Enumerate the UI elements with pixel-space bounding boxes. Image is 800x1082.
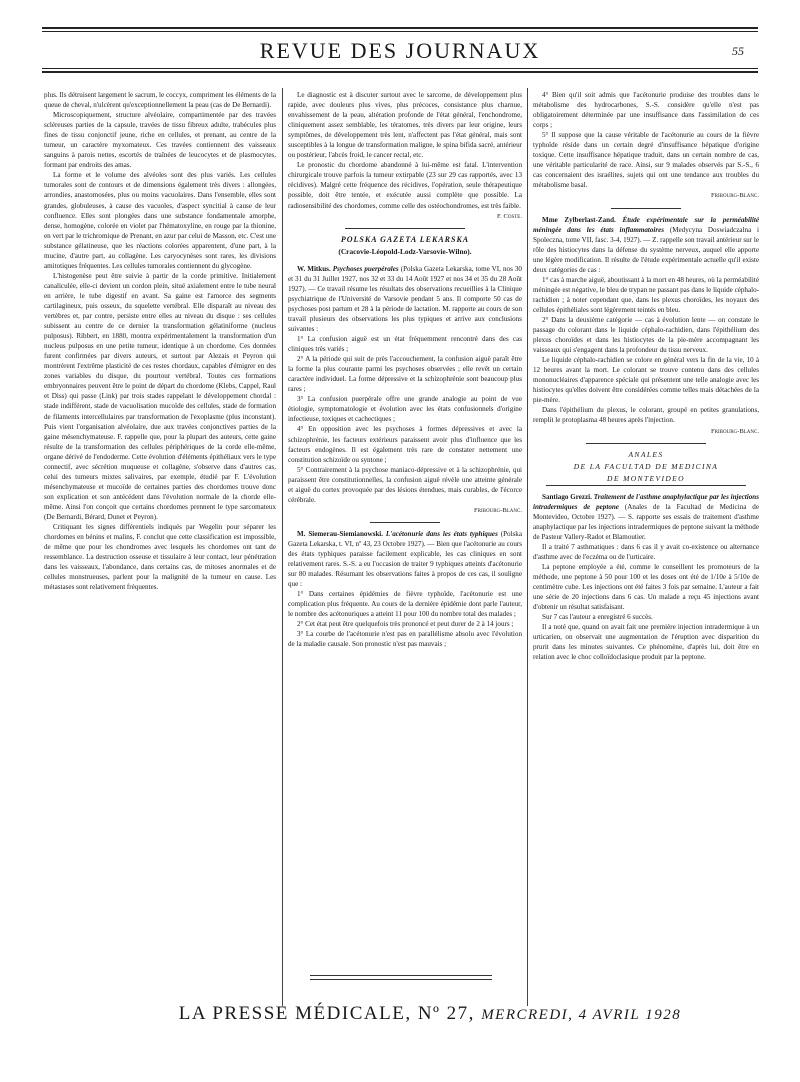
paragraph: 3° La confusion puerpérale offre une grande analogie au point de vue étiologie, symptomatologie et évolution avec les états confusionnels d'origine infectieuse, toxiques et cachectiques ; xyxy=(288,395,522,424)
paragraph: Le liquide céphalo-rachidien se colore en général vers la fin de la vie, 10 à 12 heures avant la mort. Le colorant se trouve contenu dans des cellules mononucléaires d'apparence spéciale qui présentent une telle analogie avec les histiocytes qu'elles doivent être considérées comme telles mais détachées de la pie-mère. xyxy=(533,356,759,405)
right-continuation-paragraphs xyxy=(533,90,759,190)
page-number: 55 xyxy=(732,44,744,58)
article-separator xyxy=(370,522,440,523)
article-title: Étude expérimentale sur la perméabilité méningée dans les états inflammatoires xyxy=(533,215,759,234)
footer-journal: LA PRESSE MÉDICALE, Nº 27, xyxy=(178,1003,475,1024)
article-siemerau-body xyxy=(288,589,522,649)
article-mitkus-body xyxy=(288,334,522,505)
paragraph: 1° La confusion aiguë est un état fréquemment rencontré dans des cas cliniques très variés ; xyxy=(288,335,522,354)
journal-title-anales-line3: DE MONTEVIDEO xyxy=(607,473,685,483)
paragraph: 2° A la période qui suit de près l'accouchement, la confusion aiguë paraît être la forme la plus courante parmi les psychoses observées ; elle revêt un certain caractère individuel. La forme dépressive et la schizophrénie sont beaucoup plus rares ; xyxy=(288,355,522,394)
paragraph: Critiquant les signes différentiels indiqués par Wegelin pour séparer les chordomes en bénins et malins, F. conclut que cette classification est impossible, de même que pour les chondromes avec lesquels les chordomes ont tant de ressemblance. La destruction osseuse et tissulaire à leur contact, leur pénétration dans les vaisseaux, l'abondance, dans certains cas, de mitoses anormales et de cellules monstrueuses, parlent pour la malignité de la tumeur en cause. Les métastases sont relativement fréquentes. xyxy=(44,523,276,592)
article-grezzi-body xyxy=(533,542,759,663)
paragraph: 5° Contrairement à la psychose maniaco-dépressive et à la schizophrénie, qui paraissent être constitutionnelles, la confusion aiguë révèle une atteinte générale et aiguë du cortex provoquée par des lésions étendues, mais curables, de l'écorce cérébrale. xyxy=(288,465,522,504)
footer-rule-2 xyxy=(310,979,492,980)
header-rule-bottom xyxy=(42,71,758,73)
paragraph: La peptone employée a été, comme le conseillent les promoteurs de la méthode, une peptone à 50 pour 100 et les doses ont été de 1/10e à 5/10e de centimètre cube. Les injections ont été faites 3 fois par semaine. L'auteur a fait une série de 20 injections dans 6 cas. Un malade a reçu 45 injections avant d'obtenir un résultat satisfaisant. xyxy=(533,563,759,612)
article-author: Mme Zylberlast-Zand. xyxy=(542,215,616,224)
paragraph: 1° cas à marche aiguë, aboutissant à la mort en 48 heures, où la perméabilité méningée est négative, le bleu de trypan ne passant pas dans le liquide céphalo-rachidien ; à noter cependant que, dans les plexus choroïdes, les noyaux des cellules épithéliales sont légèrement teintés en bleu. xyxy=(533,275,759,314)
paragraph: 2° Cet état peut être quelquefois très prononcé et peut durer de 2 à 14 jours ; xyxy=(297,620,514,629)
article-separator xyxy=(611,208,681,209)
signature-fribourg-blanc: Fribourg-Blanc. xyxy=(710,427,759,435)
signature-fribourg-blanc: Fribourg-Blanc. xyxy=(710,192,759,200)
article-title: Traitement de l'asthme anaphylactique par les injections intradermiques de peptone xyxy=(533,492,759,511)
article-reference: (Polska Gazeta Lekarska, tome VI, nos 30 et 31 du 31 Juillet 1927, nos 32 et 33 du 14 Août 1927 et nos 34 et 35 du 28 Août 1927). — Ce travail résume les résultats des observations recueillies à la Clinique psychiatrique de l'Université de Varsovie pendant 5 ans. Il comporte 50 cas de psychoses post partum et 28 à la période de lactation. M. rapporte au cours de son travail plusieurs des observations les plus typiques et arrive aux conclusions suivantes : xyxy=(288,264,522,333)
article-author: M. Siemerau-Siemianowski. xyxy=(297,529,384,538)
header-rule-bottom-thin xyxy=(42,68,758,69)
middle-intro-paragraphs xyxy=(288,90,522,211)
journal-title-anales-line2: DE LA FACULTAD DE MEDICINA xyxy=(573,461,719,471)
section-underline xyxy=(546,485,746,486)
paragraph: Le diagnostic est à discuter surtout avec le sarcome, de développement plus rapide, avec douleurs plus vives, plus précoces, consistance plus charnue, envahissement de la peau, altération profonde de l'état général, l'enchondrome, cliniquement assez semblable, les tératomes, très divers par leur origine, leurs symptômes, de développement très lent, n'affectent pas l'état général, mais sont susceptibles à la longue de transformation maligne, le spina bifida sacré, antérieur ou postérieur, l'abcès froid, le cancer rectal, etc. xyxy=(288,91,522,160)
paragraph: 4° Bien qu'il soit admis que l'acétonurie produise des troubles dans le métabolisme des hydrocarbones, S.-S. considère qu'elle n'est pas obligatoirement déterminée par une insuffisance dans l'assimilation de ces corps ; xyxy=(533,91,759,130)
section-separator xyxy=(586,443,706,444)
article-zylberlast-lead xyxy=(533,215,759,275)
paragraph: 1° Dans certaines épidémies de fièvre typhoïde, l'acétonurie est une complication plus fréquente. Au cours de la dernière épidémie dont parle l'auteur, le nombre des acétonuriques a atteint 11 pour 100 du nombre total des malades ; xyxy=(288,590,522,619)
article-zylberlast-body xyxy=(533,275,759,426)
page-footer xyxy=(150,1003,710,1025)
column-divider-1 xyxy=(282,88,283,1006)
paragraph: 5° Il suppose que la cause véritable de l'acétonurie au cours de la fièvre typhoïde réside dans un certain degré d'insuffisance hépatique d'origine toxique. Cette insuffisance hépatique traduit, dans un certain nombre de cas, une véritable particularité de race. Ainsi, sur 9 malades observés par S.-S., 6 cas concernaient des israélites, sujets qui ont une tendance aux troubles du métabolisme basal. xyxy=(533,131,759,190)
header-rule-top xyxy=(42,27,758,29)
journal-subtitle-polska: (Cracovie-Léopold-Lodz-Varsovie-Wilno). xyxy=(338,246,472,256)
paragraph: L'histogenèse peut être suivie à partir de la corde primitive. Initialement canaliculée, elle-ci devient un cordon plein, situé axialement entre le tube neural en arrière, le tube digestif en avant. Sa gaine est l'amorce des segments cartilagineux, puis osseux, du squelette vertébral. Elle disparaît au niveau des vertèbres et, par contre, persiste entre elles au niveau du disque : ses cellules subissent au centre de ce dernier la transformation gélatiniforme (nucleus pulposus). Ribbert, en 1880, montra expérimentalement la transformation d'un nucleus pulposus en une petite tumeur, identique à un chordome. Ces données furent confirmées par divers auteurs, et surtout par Alezais et Peyron qui montrèrent l'extrême plasticité de ces restes chordaux, capables d'émigrer en des zones variables du disque, du pourtour vertébral. Toutes ces formations embryonnaires peuvent être le point de départ du chordome (Klebs, Cappel, Raul et Diss) qui passe (Link) par trois stades rappelant le développement chordal : stade indifférent, stade de vacuolisation mucoïde des cellules, stade de formation de filaments intercellulaires par transformation de l'exoplasme (plus inconstant). Puis vient l'organisation alvéolaire, due aux travées conjonctives parties de la gaine mésenchymateuse. F. rappelle que, pour la plupart des auteurs, cette gaine résulte de la transformation des cellules périphériques de la corde elle-même, organe dérivé de l'endoderme. Cette évolution d'éléments épithéliaux vers le type connectif, avec sécrétion muqueuse et collagène, s'observe dans d'autres cas, celui des tumeurs mixtes salivaires, par exemple, étudié par F. L'évolution mésenchymateuse et mucoïde de certaines parties des chordomes trouve donc son explication et son antécédent dans l'évolution normale de la chorde elle-même. Ainsi l'on conçoit que certains chordomes prennent le type sarcomateux (De Bernardi, Bérard, Dunet et Peyron). xyxy=(44,271,276,521)
article-siemerau-lead xyxy=(288,529,522,589)
article-reference: (Polska Gazeta Lekarska, t. VI, nº 43, 23 Octobre 1927). — Bien que l'acétonurie au cours des états typhiques paraisse facilement explicable, les cas cliniques en sont relativement rares. S.-S. a eu l'occasion de traiter 9 typhiques atteints d'acétonurie sur 80 malades. Résumant les observations faites à propos de ces cas, il souligne que : xyxy=(288,529,522,589)
left-column xyxy=(44,90,276,1015)
article-mitkus-lead xyxy=(288,264,522,334)
paragraph: Dans l'épithélium du plexus, le colorant, groupé en petites granulations, remplit le protoplasma 48 heures après l'injection. xyxy=(533,406,759,425)
article-author: W. Mitkus. xyxy=(297,264,331,273)
paragraph: Le pronostic du chordome abandonné à lui-même est fatal. L'intervention chirurgicale trouve parfois la tumeur extirpable (23 sur 29 cas rapportés, avec 13 récidives). Malgré cette fréquence des récidives, l'opération, seule thérapeutique possible, doit être tentée, et exécutée aussi complète que possible. La radiosensibilité des chordomes, comme celle des ostéochondromes, est très faible. xyxy=(288,161,522,210)
journal-title-polska: POLSKA GAZETA LEKARSKA xyxy=(340,234,470,244)
paragraph: Microscopiquement, structure alvéolaire, compartimentée par des travées scléreuses parties de la capsule, travées de tissu fibreux adulte, trabécules plus fines de tissu conjonctif jeune, riche en cellules, et prenant, au centre de la tumeur, un caractère myxomateux. Ces travées contiennent des vaisseaux sanguins à parois nettes, escortés de traînées de leucocytes et de plasmocytes, formant par endroits des amas. xyxy=(44,111,276,170)
paragraph: Il a traité 7 asthmatiques : dans 6 cas il y avait co-existence ou alternance d'asthme avec de l'eczéma ou de l'urticaire. xyxy=(533,542,759,561)
paragraph: 4° En opposition avec les psychoses à formes dépressives et avec la schizophrénie, les facteurs extérieurs paraissent avoir plus d'influence que les facteurs endogènes. Il est également très rare de constater nettement une constitution schizoïde ou syntone ; xyxy=(288,425,522,464)
article-title: Psychoses puerpérales xyxy=(332,264,399,273)
paragraph: 3° La courbe de l'acétonurie n'est pas en parallélisme absolu avec l'évolution de la maladie causale. Son pronostic n'est pas mauvais ; xyxy=(288,630,522,649)
article-grezzi-lead xyxy=(533,492,759,542)
footer-rule-1 xyxy=(310,975,492,976)
article-reference: (Anales de la Facultad de Medicina de Montevideo, Octobre 1927). — S. rapporte ses essais de traitement d'asthme anaphylactique par les injections intradermiques de peptone suivant la méthode de Pasteur Vallery-Radot et Blamoutier. xyxy=(533,502,759,541)
column-divider-2 xyxy=(527,88,528,1006)
paragraph: plus. Ils détruisent largement le sacrum, le coccyx, compriment les éléments de la queue de cheval, n'ulcèrent qu'exceptionnellement la peau (cas de De Bernardi). xyxy=(44,91,276,110)
signature-fribourg-blanc: Fribourg-Blanc. xyxy=(473,506,522,514)
journal-title-anales-line1: ANALES xyxy=(628,449,664,459)
paragraph: La forme et le volume des alvéoles sont des plus variés. Les cellules tumorales sont de contours et de dimensions également très divers : allongées, arrondies, anastomosées, plus ou moins vacuolaires. Dans l'ensemble, elles sont grandes, globuleuses, à cause des vacuoles, d'aspect syncitial à cause de leur confluence. Elles sont plongées dans une substance fondamentale amorphe, dense, homogène, colorée en violet par l'hématoxyline, en rouge par la thionine, en vert par le trichromique de Prenant, en azur par celui de Masson, etc. C'est une substance gélatineuse, que les réactions colorées apparentent, d'une part, à la mucine, d'autre part, au collagène. Les caryocynèses sont rares, les divisions amitotiques fréquentes. Les cellules tumorales contiennent du glycogène. xyxy=(44,171,276,270)
article-author: Santiago Grezzi. xyxy=(542,492,592,501)
article-reference: (Medycyna Doswiadczalna i Spoleczna, tome VII, fasc. 3-4, 1927). — Z. rappelle son travail antérieur sur le rôle des histiocytes dans la défense du système nerveux, auquel elle apporte une légère modification. Il résulte de l'étude expérimentale actuelle qu'il existe deux catégories de cas : xyxy=(533,225,759,274)
article-title: L'acétonurie dans les états typhiques xyxy=(385,529,498,538)
paragraph: Il a noté que, quand on avait fait une première injection intradermique à un urticarien, on observait une augmentation de l'éruption avec disparition du prurit dans les minutes suivantes. Ce phénomène, d'après lui, doit être en relation avec le choc colloïdoclasique produit par la peptone. xyxy=(533,623,759,662)
paragraph: 2° Dans la deuxième catégorie — cas à évolution lente — on constate le passage du colorant dans le liquide céphalo-rachidien, dans l'épithélium des plexus choroïdes et dans les histiocytes de la pie-mère accompagnant les vaisseaux qui s'engagent dans la profondeur du tissu nerveux. xyxy=(533,315,759,355)
signature-coste: F. Coste. xyxy=(497,212,522,220)
footer-date: MERCREDI, 4 AVRIL 1928 xyxy=(481,1007,682,1023)
header-rule-top-thin xyxy=(42,31,758,32)
right-column xyxy=(533,90,759,1015)
page-header-title: REVUE DES JOURNAUX xyxy=(259,38,541,63)
paragraph: Sur 7 cas l'auteur a enregistré 6 succès. xyxy=(542,613,653,622)
middle-column xyxy=(288,90,522,1015)
section-separator xyxy=(345,228,465,229)
